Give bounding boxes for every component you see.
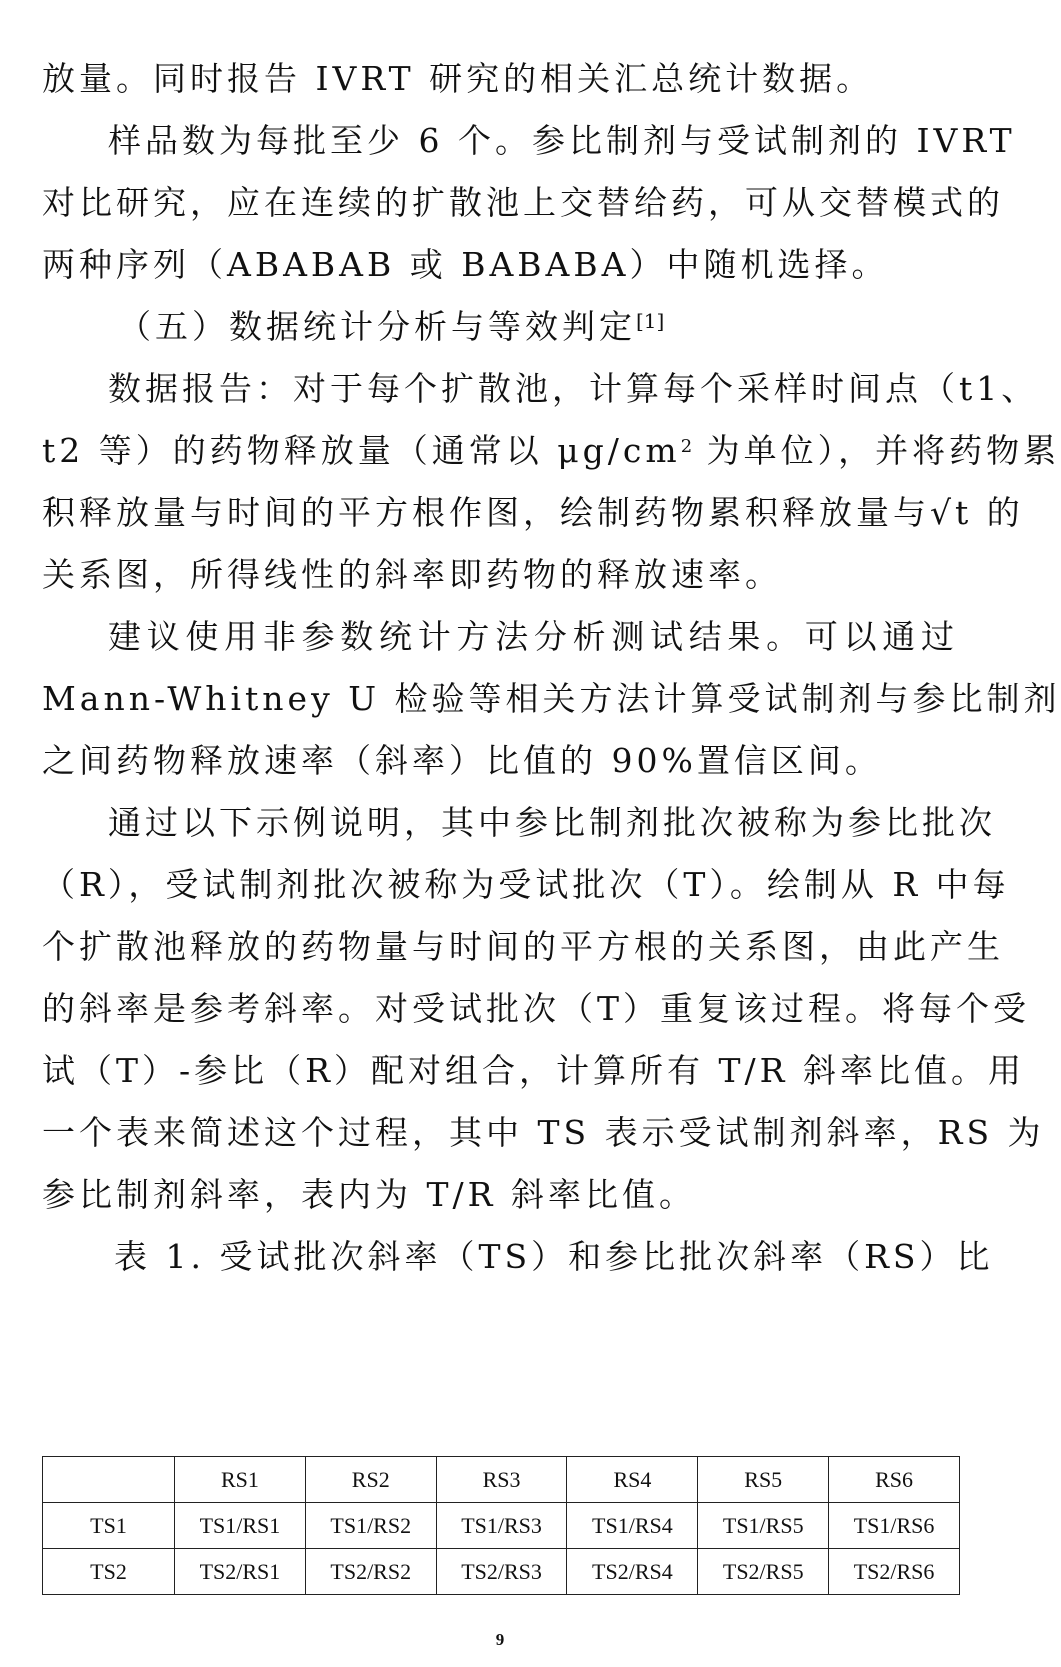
text-line-17: 试（T）-参比（R）配对组合，计算所有 T/R 斜率比值。用 (42, 1051, 1025, 1090)
table-row-label: TS1 (43, 1503, 175, 1549)
superscript-2: 2 (680, 436, 693, 457)
text-line-12: 之间药物释放速率（斜率）比值的 90%置信区间。 (42, 741, 882, 780)
text-line-16: 的斜率是参考斜率。对受试批次（T）重复该过程。将每个受 (42, 989, 1031, 1028)
text-line-7-b: 为单位），并将药物累 (692, 431, 1061, 470)
text-line-10: 建议使用非参数统计方法分析测试结果。可以通过 (108, 617, 958, 656)
table-cell: TS2/RS2 (305, 1549, 436, 1595)
table-header-row (43, 1457, 960, 1503)
text-line-6: 数据报告：对于每个扩散池，计算每个采样时间点（t1、 (108, 369, 1039, 408)
text-line-9: 关系图，所得线性的斜率即药物的释放速率。 (42, 555, 782, 594)
table-cell: TS1/RS4 (567, 1503, 698, 1549)
slope-ratio-table (42, 1456, 960, 1595)
table-caption: 表 1. 受试批次斜率（TS）和参比批次斜率（RS）比 (114, 1237, 994, 1276)
table-header-cell: RS4 (567, 1457, 698, 1503)
text-line-18: 一个表来简述这个过程，其中 TS 表示受试制剂斜率，RS 为 (42, 1113, 1045, 1152)
table-cell: TS1/RS6 (829, 1503, 960, 1549)
table-cell: TS2/RS3 (436, 1549, 567, 1595)
table-row (43, 1549, 960, 1595)
text-line-7-a: t2 等）的药物释放量（通常以 μg/cm (42, 431, 681, 470)
table-cell: TS2/RS4 (567, 1549, 698, 1595)
table-cell: TS2/RS1 (175, 1549, 306, 1595)
table-row-label: TS2 (43, 1549, 175, 1595)
table-corner-cell (43, 1457, 175, 1503)
table-header-cell: RS3 (436, 1457, 567, 1503)
reference-marker: [1] (636, 309, 665, 333)
table-cell: TS1/RS3 (436, 1503, 567, 1549)
section-heading-text: （五）数据统计分析与等效判定 (118, 307, 636, 346)
section-heading (42, 296, 958, 358)
text-line-15: 个扩散池释放的药物量与时间的平方根的关系图，由此产生 (42, 927, 1004, 966)
text-line-4: 两种序列（ABABAB 或 BABABA）中随机选择。 (42, 245, 889, 284)
text-line-1: 放量。同时报告 IVRT 研究的相关汇总统计数据。 (42, 59, 874, 98)
document-body (42, 48, 1061, 1288)
text-line-8: 积释放量与时间的平方根作图，绘制药物累积释放量与√t 的 (42, 493, 1024, 532)
table-header-cell: RS2 (305, 1457, 436, 1503)
text-line-11: Mann-Whitney U 检验等相关方法计算受试制剂与参比制剂 (42, 679, 1061, 718)
table-header-cell: RS1 (175, 1457, 306, 1503)
text-line-14: （R），受试制剂批次被称为受试批次（T）。绘制从 R 中每 (42, 865, 1010, 904)
text-line-13: 通过以下示例说明，其中参比制剂批次被称为参比批次 (108, 803, 996, 842)
text-line-2: 样品数为每批至少 6 个。参比制剂与受试制剂的 IVRT (108, 121, 1016, 160)
table-cell: TS2/RS6 (829, 1549, 960, 1595)
table-cell: TS1/RS5 (698, 1503, 829, 1549)
table-cell: TS2/RS5 (698, 1549, 829, 1595)
table-cell: TS1/RS1 (175, 1503, 306, 1549)
text-line-19: 参比制剂斜率，表内为 T/R 斜率比值。 (42, 1175, 696, 1214)
table-header-cell: RS6 (829, 1457, 960, 1503)
text-line-7 (42, 420, 1061, 482)
page-number: 9 (495, 1630, 505, 1649)
table-header-cell: RS5 (698, 1457, 829, 1503)
table-cell: TS1/RS2 (305, 1503, 436, 1549)
text-line-3: 对比研究，应在连续的扩散池上交替给药，可从交替模式的 (42, 183, 1004, 222)
table-row (43, 1503, 960, 1549)
